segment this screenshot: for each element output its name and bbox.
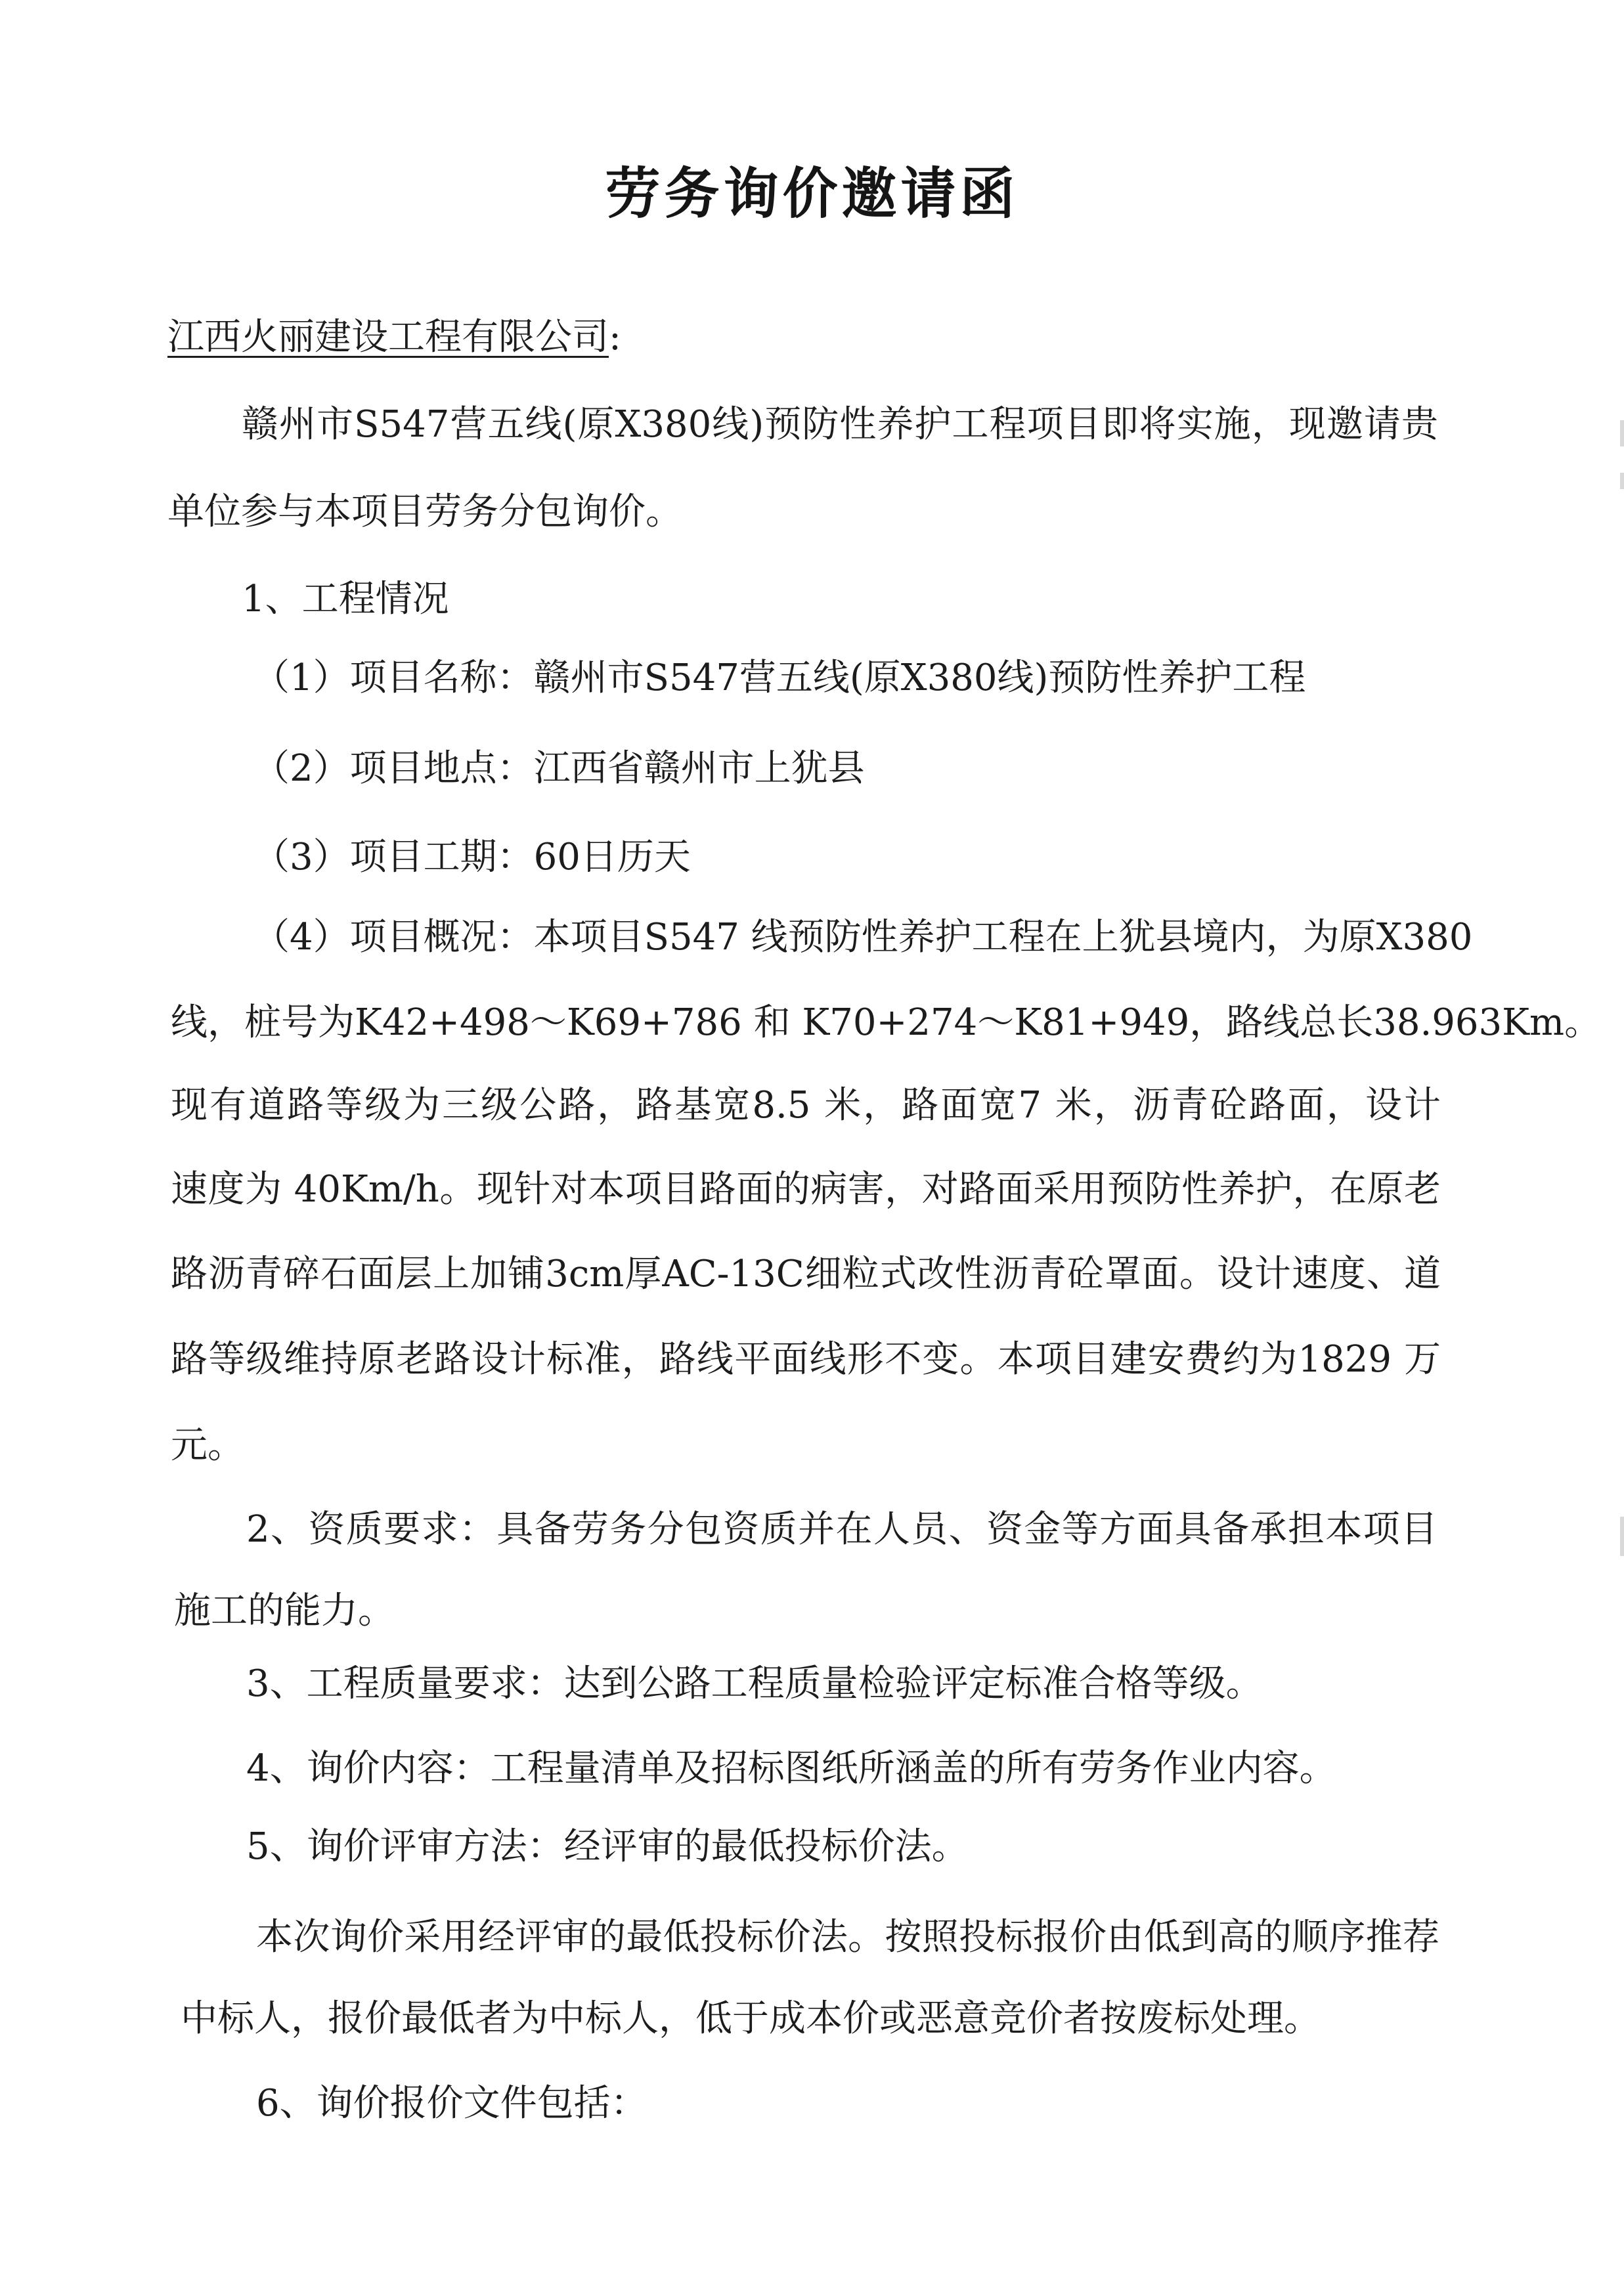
paragraph-line: 3、工程质量要求：达到公路工程质量检验评定标准合格等级。	[246, 1662, 1263, 1705]
paragraph-line: 路沥青碎石面层上加铺3cm厚AC-13C细粒式改性沥青砼罩面。设计速度、道	[171, 1253, 1441, 1295]
paragraph-line: 本次询价采用经评审的最低投标价法。按照投标报价由低到高的顺序推荐	[256, 1916, 1439, 1959]
scan-edge-mark	[1620, 1517, 1624, 1556]
paragraph-line: 速度为 40Km/h。现针对本项目路面的病害，对路面采用预防性养护，在原老	[171, 1168, 1441, 1211]
paragraph-line: 2、资质要求：具备劳务分包资质并在人员、资金等方面具备承担本项目	[246, 1508, 1437, 1551]
paragraph-line: 现有道路等级为三级公路，路基宽8.5 米，路面宽7 米，沥青砼路面，设计	[171, 1084, 1441, 1127]
paragraph-line: 线，桩号为K42+498～K69+786 和 K70+274～K81+949，路线总长38.963Km。	[171, 1001, 1602, 1044]
document-title: 劳务询价邀请函	[605, 162, 1019, 226]
paragraph-line: 路等级维持原老路设计标准，路线平面线形不变。本项目建安费约为1829 万	[171, 1338, 1441, 1381]
paragraph-line: 4、询价内容：工程量清单及招标图纸所涵盖的所有劳务作业内容。	[246, 1747, 1336, 1790]
addressee-line	[167, 316, 621, 358]
paragraph-line: 施工的能力。	[174, 1590, 395, 1632]
paragraph-line: 赣州市S547营五线(原X380线)预防性养护工程项目即将实施，现邀请贵	[242, 403, 1438, 446]
list-item: （2）项目地点：江西省赣州市上犹县	[253, 747, 865, 790]
section-heading: 6、询价报价文件包括：	[256, 2082, 647, 2125]
paragraph-line: 单位参与本项目劳务分包询价。	[167, 490, 682, 533]
addressee: 江西火丽建设工程有限公司	[167, 316, 609, 358]
section-heading: 1、工程情况	[242, 578, 449, 620]
scan-edge-mark	[1620, 420, 1624, 446]
list-item: （3）项目工期：60日历天	[253, 836, 691, 878]
list-item: （1）项目名称：赣州市S547营五线(原X380线)预防性养护工程	[253, 657, 1306, 699]
paragraph-line: 中标人，报价最低者为中标人，低于成本价或恶意竞价者按废标处理。	[181, 1997, 1321, 2040]
addressee-colon: :	[609, 316, 621, 358]
paragraph-line: 5、询价评审方法：经评审的最低投标价法。	[246, 1825, 969, 1868]
paragraph-line: 元。	[171, 1424, 244, 1467]
scan-edge-mark	[1620, 473, 1624, 489]
paragraph-line: （4）项目概况：本项目S547 线预防性养护工程在上犹县境内，为原X380	[253, 916, 1473, 959]
